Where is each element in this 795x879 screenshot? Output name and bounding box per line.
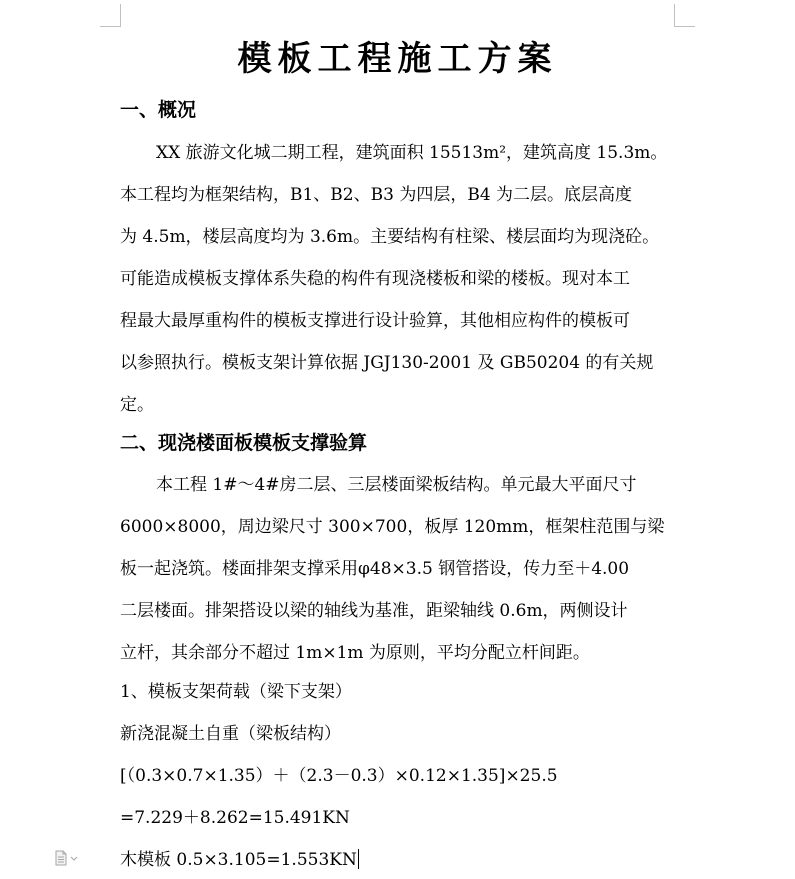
subheading-formwork-load[interactable]: 1、模板支架荷载（梁下支架） <box>120 682 352 702</box>
paragraph-line: 6000×8000，周边梁尺寸 300×700，板厚 120mm，框架柱范围与梁 <box>120 517 665 537</box>
paragraph-line: 程最大最厚重构件的模板支撑进行设计验算，其他相应构件的模板可 <box>120 311 630 331</box>
document-icon[interactable] <box>54 850 82 866</box>
paragraph-line: 本工程 1#～4#房二层、三层楼面梁板结构。单元最大平面尺寸 <box>156 475 637 495</box>
paragraph-line: XX 旅游文化城二期工程，建筑面积 15513m²，建筑高度 15.3m。 <box>156 143 668 163</box>
section-heading-overview: 一、概况 <box>120 99 197 121</box>
slab-formwork-paragraph[interactable] <box>120 464 680 674</box>
paragraph-line: 定。 <box>120 395 154 415</box>
paragraph-line: 二层楼面。排架搭设以梁的轴线为基准，距梁轴线 0.6m，两侧设计 <box>120 601 628 621</box>
crop-mark-top-right <box>674 4 695 27</box>
document-icon-graphic <box>54 850 82 866</box>
text-cursor <box>358 849 359 869</box>
text-wood-formwork: 木模板 0.5×3.105=1.553KN <box>120 850 357 870</box>
paragraph-line: 以参照执行。模板支架计算依据 JGJ130-2001 及 GB50204 的有关规 <box>120 353 654 373</box>
paragraph-line: 可能造成模板支撑体系失稳的构件有现浇楼板和梁的楼板。现对本工 <box>120 269 630 289</box>
text-wood-formwork-line[interactable] <box>120 846 359 874</box>
paragraph-line: 为 4.5m，楼层高度均为 3.6m。主要结构有柱梁、楼层面均为现浇砼。 <box>120 227 660 247</box>
section-heading-slab-formwork: 二、现浇楼面板模板支撑验算 <box>120 432 368 454</box>
paragraph-line: 本工程均为框架结构，B1、B2、B3 为四层，B4 为二层。底层高度 <box>120 185 633 205</box>
crop-mark-top-left <box>100 4 121 27</box>
overview-paragraph[interactable] <box>120 132 680 426</box>
paragraph-line: 立杆，其余部分不超过 1m×1m 为原则，平均分配立杆间距。 <box>120 643 590 663</box>
text-concrete-weight[interactable]: 新浇混凝土自重（梁板结构） <box>120 724 341 744</box>
formula-result[interactable]: =7.229＋8.262=15.491KN <box>120 808 350 828</box>
document-title: 模板工程施工方案 <box>237 39 558 79</box>
paragraph-line: 板一起浇筑。楼面排架支撑采用φ48×3.5 钢管搭设，传力至＋4.00 <box>120 559 630 579</box>
formula-concrete-weight[interactable]: [（0.3×0.7×1.35）＋（2.3－0.3）×0.12×1.35]×25.5 <box>120 766 558 786</box>
